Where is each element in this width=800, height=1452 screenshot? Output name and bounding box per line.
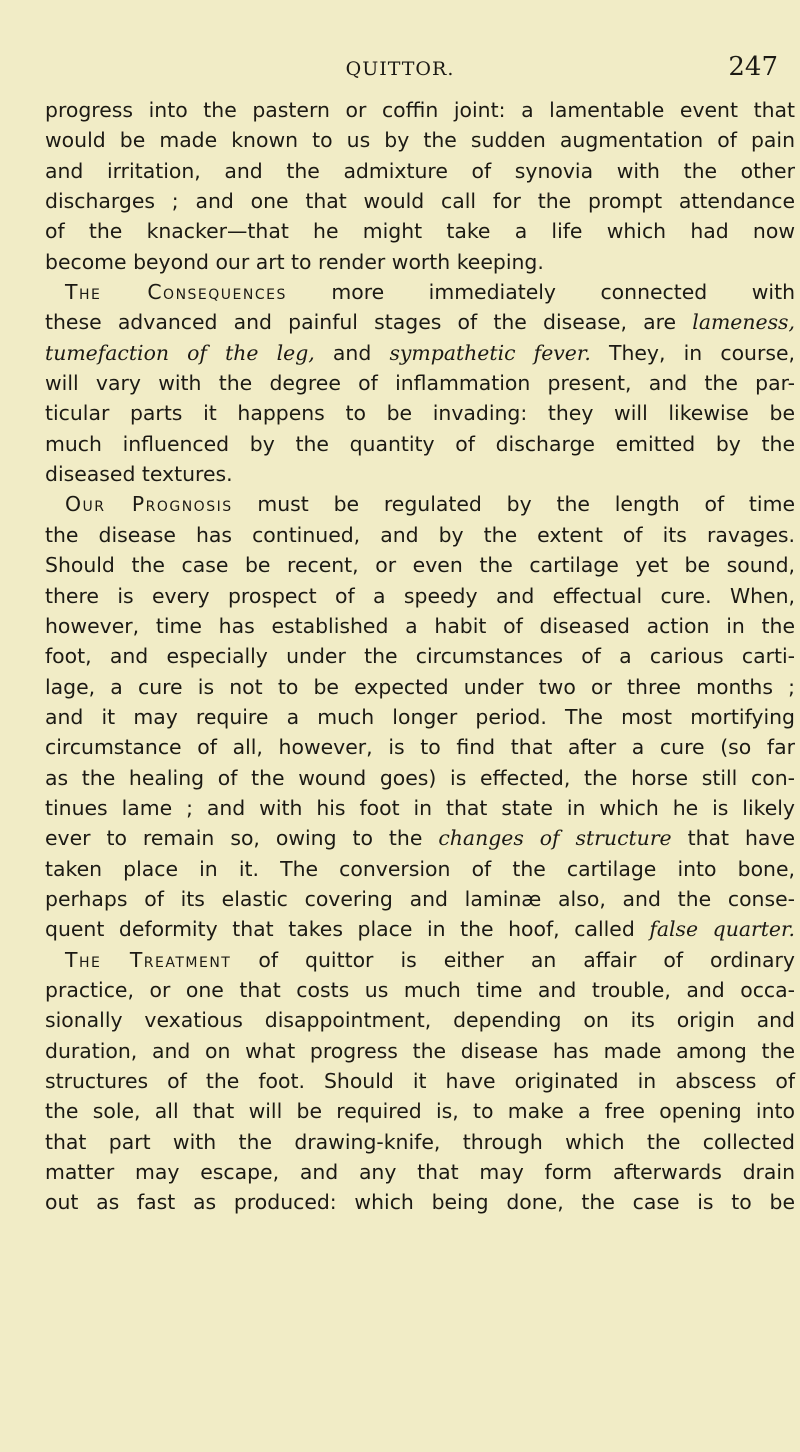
text-line [45, 732, 795, 762]
text-line [45, 1187, 795, 1217]
text-run: lage, a cure is not to be expected under two or three months ; [45, 674, 795, 699]
text-line [45, 186, 795, 216]
text-run: taken place in it. The conversion of the cartilage into bone, [45, 856, 795, 881]
text-run: as the healing of the wound goes) is effected, the horse still con- [45, 765, 795, 790]
text-line [45, 793, 795, 823]
running-title: QUITTOR. [345, 58, 455, 80]
text-line [45, 1005, 795, 1035]
text-line [45, 1066, 795, 1096]
text-run: duration, and on what progress the disease has made among the [45, 1038, 795, 1063]
text-run: structures of the foot. Should it have originated in abscess of [45, 1069, 795, 1093]
text-line [45, 854, 795, 884]
text-line [45, 338, 795, 368]
text-line [45, 611, 795, 641]
text-line [45, 550, 795, 580]
text-line [45, 823, 795, 853]
text-run: quent deformity that takes place in the hoof, called [45, 917, 650, 942]
text-run: become beyond our art to render worth keeping. [45, 249, 544, 274]
text-run: ticular parts it happens to be invading: they will likewise be [45, 401, 795, 426]
text-run: however, time has established a habit of diseased action in the [45, 613, 795, 638]
text-line [45, 459, 795, 489]
text-line [45, 763, 795, 793]
text-line [45, 307, 795, 337]
text-run: Should the case be recent, or even the cartilage yet be sound, [45, 553, 795, 578]
text-run: these advanced and painful stages of the disease, are [45, 310, 693, 335]
text-run: practice, or one that costs us much time and trouble, and occa- [45, 977, 795, 1002]
text-run: progress into the pastern or coffin joint: a lamentable event that [45, 98, 795, 122]
text-run: out as fast as produced: which being done, the case is to be [45, 1190, 795, 1215]
text-line [45, 156, 795, 186]
text-run: the sole, all that will be required is, to make a free opening into [45, 1099, 795, 1124]
text-line [45, 702, 795, 732]
text-line [45, 429, 795, 459]
text-line [45, 216, 795, 246]
text-line [45, 1036, 795, 1066]
text-run: there is every prospect of a speedy and effectual cure. When, [45, 583, 795, 608]
section-heading-prognosis: Our Prognosis [65, 492, 233, 517]
text-run: changes of structure [438, 826, 672, 851]
text-run: foot, and especially under the circumstances of a carious carti- [45, 644, 795, 669]
text-run: and [314, 340, 390, 365]
text-line [45, 884, 795, 914]
text-run: sionally vexatious disappointment, depending on its origin and [45, 1008, 795, 1033]
section-heading-consequences: The Consequences [65, 280, 287, 305]
text-line [45, 641, 795, 671]
text-line [45, 398, 795, 428]
text-run: must be regulated by the length of time [232, 492, 795, 517]
text-run: and it may require a much longer period. The most mortifying [45, 704, 795, 729]
text-run: that part with the drawing-knife, through which the collected [45, 1129, 795, 1154]
text-run: tumefaction of the leg, [45, 340, 315, 365]
text-line [45, 581, 795, 611]
page-number: 247 [728, 52, 778, 82]
text-line [45, 520, 795, 550]
text-run: much influenced by the quantity of discharge emitted by the [45, 431, 795, 456]
text-run: tinues lame ; and with his foot in that state in which he is likely [45, 795, 795, 820]
text-line [45, 247, 795, 277]
text-run: of quittor is either an affair of ordinary [231, 947, 795, 972]
text-line [45, 1127, 795, 1157]
paragraph-prognosis [45, 489, 795, 519]
text-run: discharges ; and one that would call for the prompt attendance [45, 189, 795, 214]
text-line [45, 95, 795, 125]
text-run: diseased textures. [45, 462, 233, 487]
text-run: the disease has continued, and by the extent of its ravages. [45, 522, 795, 547]
text-run: false quarter. [649, 917, 795, 942]
text-line [45, 975, 795, 1005]
text-line [45, 672, 795, 702]
paragraph-treatment [45, 945, 795, 975]
text-run: would be made known to us by the sudden augmentation of pain [45, 128, 795, 153]
text-run: They, in course, [590, 340, 796, 365]
text-line [45, 125, 795, 155]
section-heading-treatment: The Treatment [65, 947, 232, 972]
page-header [0, 52, 800, 92]
text-line [45, 1096, 795, 1126]
body-text [45, 95, 795, 1218]
text-run: lameness, [692, 310, 795, 335]
text-run: ever to remain so, owing to the [45, 826, 439, 851]
text-run: matter may escape, and any that may form afterwards drain [45, 1160, 795, 1185]
paragraph-consequences [45, 277, 795, 307]
text-run: more immediately connected with [286, 280, 795, 305]
text-run: sympathetic fever. [389, 340, 591, 365]
text-run: circumstance of all, however, is to find that after a cure (so far [45, 735, 795, 760]
text-line [45, 1157, 795, 1187]
text-run: perhaps of its elastic covering and laminæ also, and the conse- [45, 886, 795, 911]
text-run: will vary with the degree of inflammation present, and the par- [45, 371, 795, 396]
text-line [45, 368, 795, 398]
text-run: and irritation, and the admixture of synovia with the other [45, 158, 795, 183]
text-line [45, 914, 795, 944]
text-run: that have [671, 826, 796, 851]
text-run: of the knacker—that he might take a life which had now [45, 219, 795, 244]
